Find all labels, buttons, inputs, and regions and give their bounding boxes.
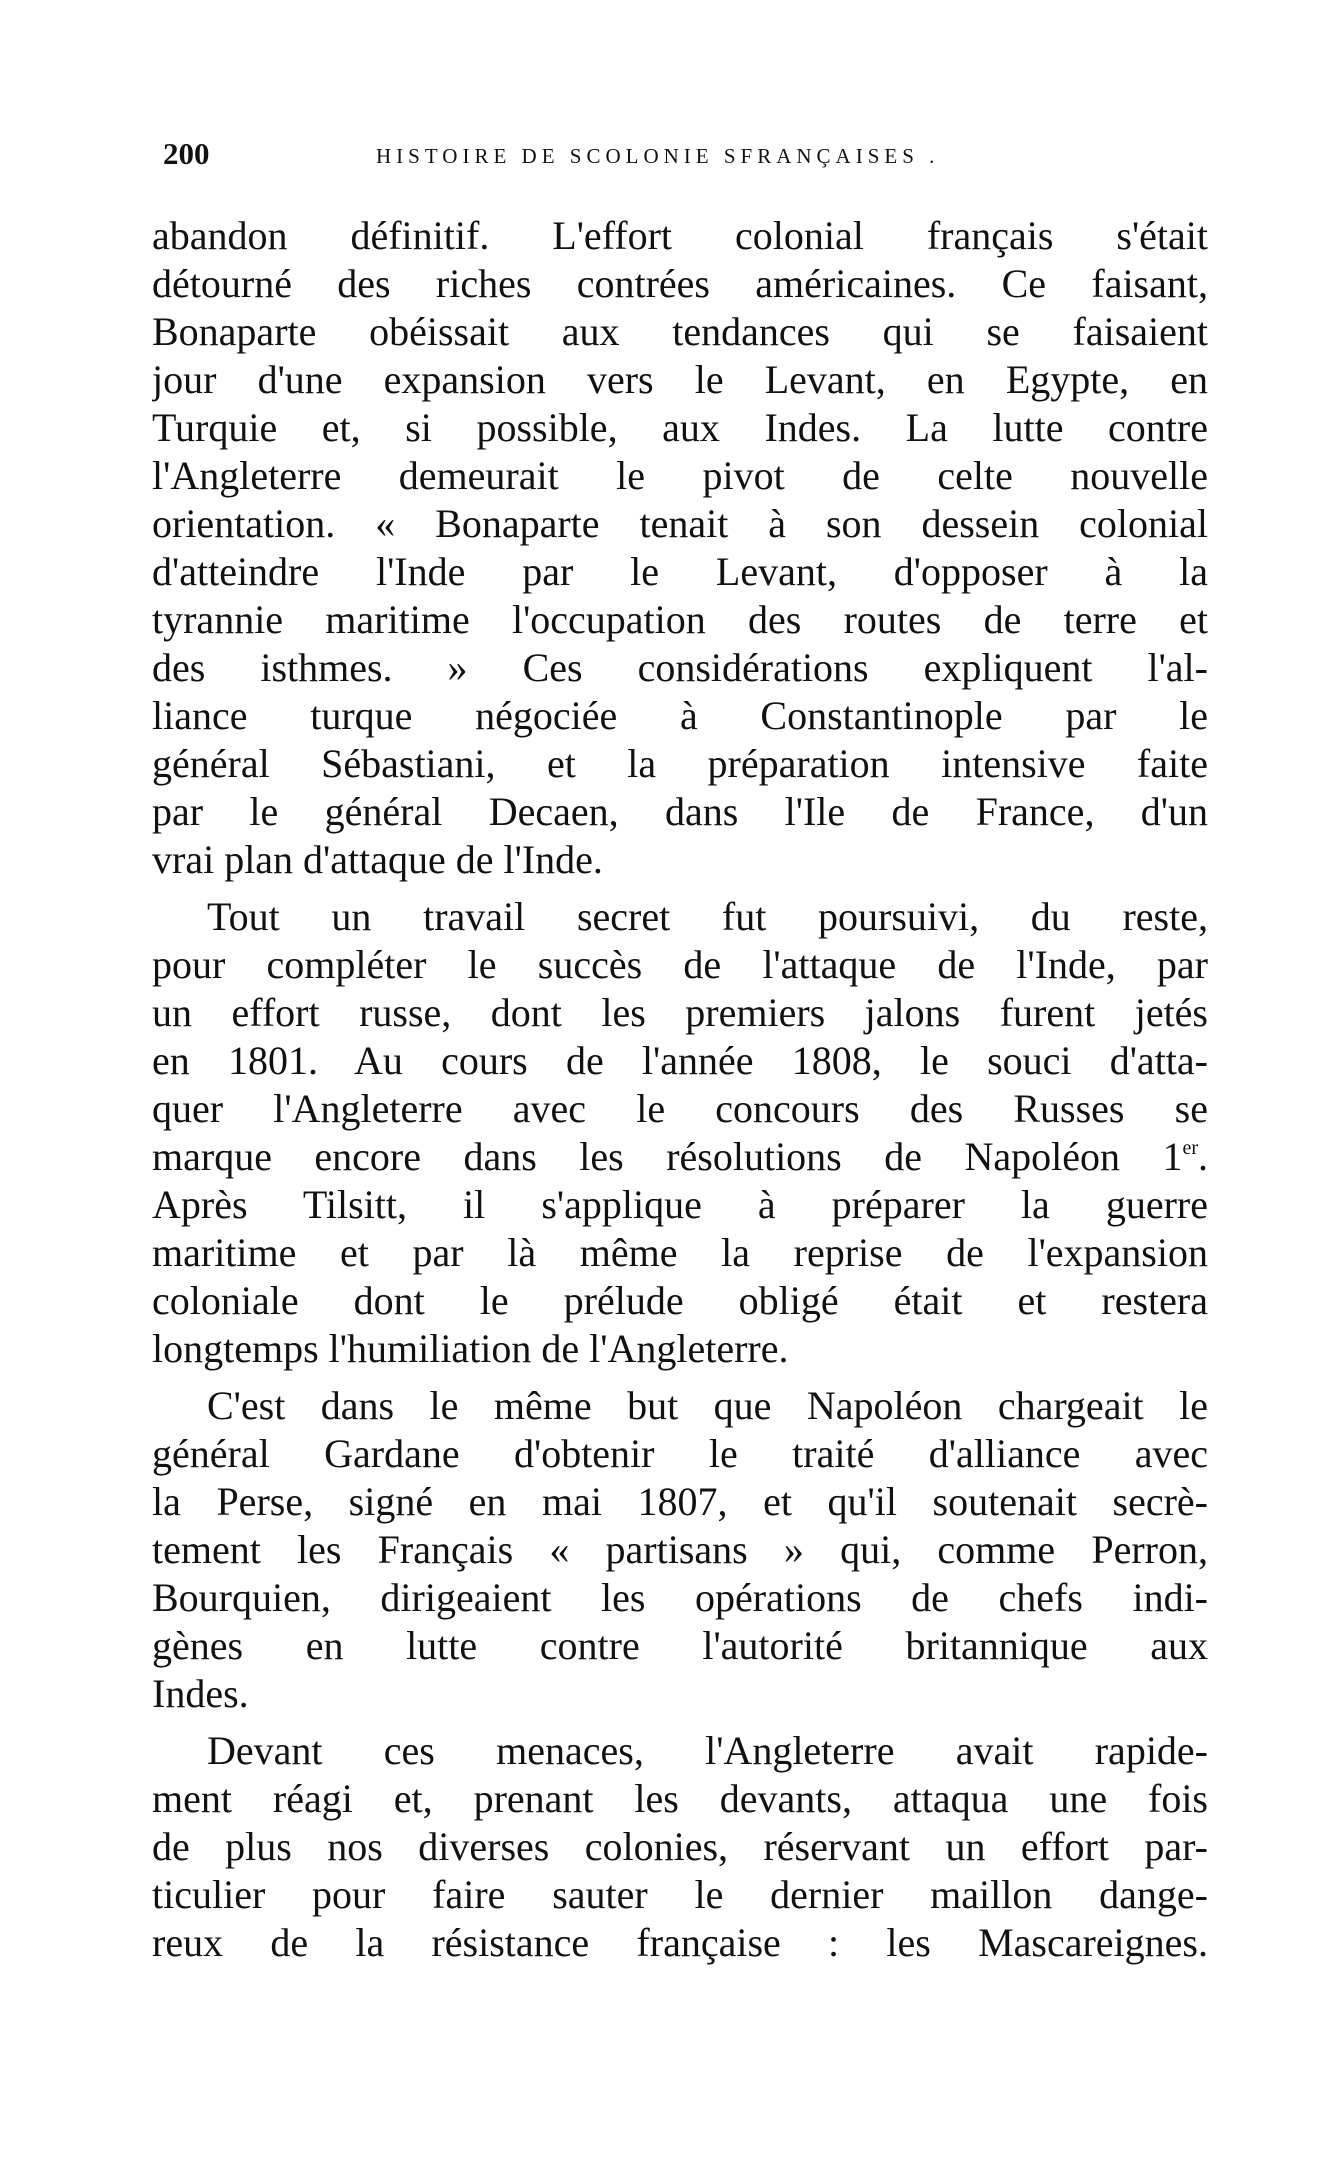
text-line: un effort russe, dont les premiers jalons furent jetés [152, 990, 1208, 1035]
text-line: longtemps l'humiliation de l'Angleterre. [152, 1326, 789, 1371]
paragraph-2 [152, 893, 1208, 1373]
page-number: 200 [163, 136, 210, 171]
text-line: ment réagi et, prenant les devants, attaqua une fois [152, 1776, 1208, 1821]
text-line: vrai plan d'attaque de l'Inde. [152, 837, 603, 882]
text-line: par le général Decaen, dans l'Ile de France, d'un [152, 789, 1208, 834]
text-line: gènes en lutte contre l'autorité britannique aux [152, 1623, 1208, 1668]
paragraph-4 [152, 1727, 1208, 1967]
text-line: Tout un travail secret fut poursuivi, du reste, [207, 894, 1208, 939]
page-header [163, 134, 1183, 182]
text-line: tyrannie maritime l'occupation des routes de terre et [152, 597, 1208, 642]
paragraph-gap [152, 1373, 1208, 1382]
text-line: Indes. [152, 1671, 249, 1716]
text-line: coloniale dont le prélude obligé était et restera [152, 1278, 1208, 1323]
text-line: pour compléter le succès de l'attaque de l'Inde, par [152, 942, 1208, 987]
text-line: de plus nos diverses colonies, réservant un effort par- [152, 1824, 1208, 1869]
text-line: l'Angleterre demeurait le pivot de celte nouvelle [152, 453, 1208, 498]
paragraph-gap [152, 884, 1208, 893]
superscript-tail: . [1198, 1134, 1208, 1179]
text-line: jour d'une expansion vers le Levant, en Egypte, en [152, 357, 1208, 402]
text-line: Bonaparte obéissait aux tendances qui se faisaient [152, 309, 1208, 354]
text-line: liance turque négociée à Constantinople par le [152, 693, 1208, 738]
text-line: orientation. « Bonaparte tenait à son dessein colonial [152, 501, 1208, 546]
ordinal-superscript: er [1182, 1137, 1198, 1159]
paragraph-3 [152, 1382, 1208, 1718]
text-line: en 1801. Au cours de l'année 1808, le souci d'atta- [152, 1038, 1208, 1083]
running-title: HISTOIRE DE SCOLONIE SFRANÇAISES . [376, 144, 940, 168]
text-line: abandon définitif. L'effort colonial français s'était [152, 213, 1208, 258]
paragraph-1 [152, 212, 1208, 884]
text-line: la Perse, signé en mai 1807, et qu'il soutenait secrè- [152, 1479, 1208, 1524]
text-line: tement les Français « partisans » qui, comme Perron, [152, 1527, 1208, 1572]
text-line: Bourquien, dirigeaient les opérations de chefs indi- [152, 1575, 1208, 1620]
text-line: général Gardane d'obtenir le traité d'alliance avec [152, 1431, 1208, 1476]
text-line: Devant ces menaces, l'Angleterre avait rapide- [207, 1728, 1208, 1773]
text-line-content: marque encore dans les résolutions de Napoléon 1 [152, 1134, 1183, 1179]
paragraph-gap [152, 1718, 1208, 1727]
text-line: Après Tilsitt, il s'applique à préparer la guerre [152, 1182, 1208, 1227]
text-line-with-superscript [152, 1133, 1208, 1181]
text-line: général Sébastiani, et la préparation intensive faite [152, 741, 1208, 786]
text-line: des isthmes. » Ces considérations expliquent l'al- [152, 645, 1208, 690]
text-line: reux de la résistance française : les Mascareignes. [152, 1920, 1208, 1965]
text-line: Turquie et, si possible, aux Indes. La lutte contre [152, 405, 1208, 450]
text-line: quer l'Angleterre avec le concours des Russes se [152, 1086, 1208, 1131]
body-text [152, 212, 1208, 1967]
text-line: détourné des riches contrées américaines. Ce faisant, [152, 261, 1208, 306]
text-line: ticulier pour faire sauter le dernier maillon dange- [152, 1872, 1208, 1917]
text-line: C'est dans le même but que Napoléon chargeait le [207, 1383, 1208, 1428]
text-line: d'atteindre l'Inde par le Levant, d'opposer à la [152, 549, 1208, 594]
text-line: maritime et par là même la reprise de l'expansion [152, 1230, 1208, 1275]
